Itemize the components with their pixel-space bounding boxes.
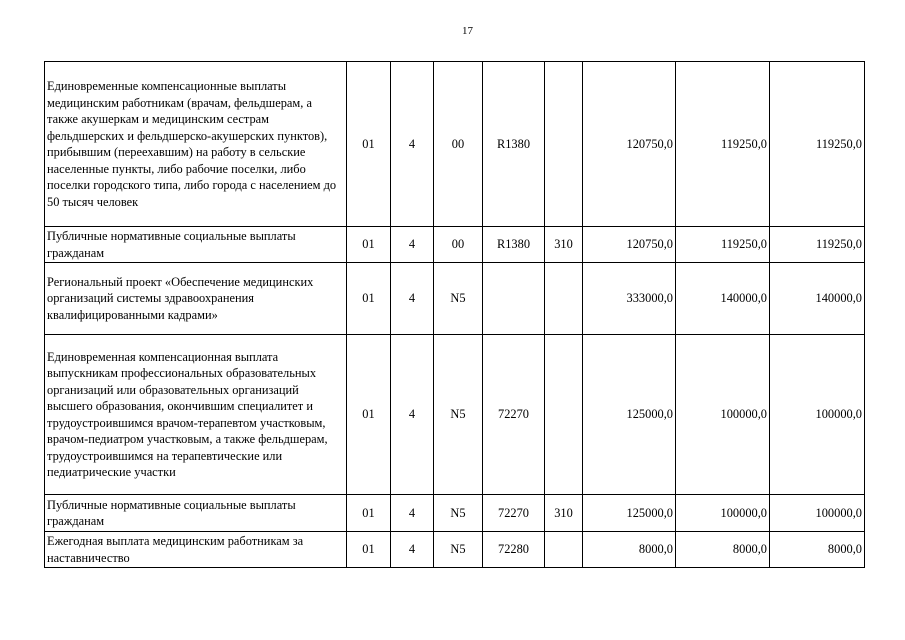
expense-type-code: 310 [545,227,583,263]
subsection-code: 4 [391,335,434,495]
table-row [45,495,865,532]
amount-year3: 100000,0 [770,335,865,495]
row-name: Ежегодная выплата медицинским работникам за наставничество [45,532,347,568]
row-name: Публичные нормативные социальные выплаты гражданам [45,227,347,263]
table-row [45,263,865,335]
section-code: 01 [347,495,391,532]
amount-year1: 120750,0 [583,62,676,227]
subsection-code: 4 [391,532,434,568]
amount-year3: 140000,0 [770,263,865,335]
program-code: N5 [434,495,483,532]
expense-type-code [545,532,583,568]
subsection-code: 4 [391,227,434,263]
item-code: R1380 [483,227,545,263]
table-row [45,335,865,495]
program-code: N5 [434,335,483,495]
expense-type-code: 310 [545,495,583,532]
program-code: 00 [434,62,483,227]
expense-type-code [545,62,583,227]
amount-year1: 333000,0 [583,263,676,335]
amount-year2: 100000,0 [676,495,770,532]
program-code: 00 [434,227,483,263]
row-name: Единовременная компенсационная выплата выпускникам профессиональных образовательных организаций или образовательных организаций высшего образования, окончившим специалитет и трудоустроившимся врачом-терапевтом участковым, врачом-педиатром участковым, а также фельдшерам, трудоустроившимся на терапевтические или педиатрические участки [45,335,347,495]
amount-year3: 119250,0 [770,62,865,227]
subsection-code: 4 [391,62,434,227]
expense-type-code [545,263,583,335]
amount-year1: 125000,0 [583,495,676,532]
subsection-code: 4 [391,263,434,335]
row-name: Региональный проект «Обеспечение медицинских организаций системы здравоохранения квалифицированными кадрами» [45,263,347,335]
amount-year2: 100000,0 [676,335,770,495]
table-row [45,227,865,263]
amount-year2: 119250,0 [676,62,770,227]
item-code [483,263,545,335]
subsection-code: 4 [391,495,434,532]
table-row [45,62,865,227]
page-number: 17 [462,25,473,37]
amount-year2: 8000,0 [676,532,770,568]
budget-table [44,61,865,568]
item-code: 72280 [483,532,545,568]
amount-year1: 8000,0 [583,532,676,568]
item-code: R1380 [483,62,545,227]
amount-year1: 120750,0 [583,227,676,263]
item-code: 72270 [483,495,545,532]
amount-year3: 119250,0 [770,227,865,263]
expense-type-code [545,335,583,495]
table-row [45,532,865,568]
section-code: 01 [347,263,391,335]
amount-year2: 140000,0 [676,263,770,335]
section-code: 01 [347,62,391,227]
program-code: N5 [434,532,483,568]
row-name: Публичные нормативные социальные выплаты гражданам [45,495,347,532]
amount-year2: 119250,0 [676,227,770,263]
section-code: 01 [347,532,391,568]
amount-year3: 100000,0 [770,495,865,532]
item-code: 72270 [483,335,545,495]
section-code: 01 [347,227,391,263]
amount-year3: 8000,0 [770,532,865,568]
section-code: 01 [347,335,391,495]
amount-year1: 125000,0 [583,335,676,495]
program-code: N5 [434,263,483,335]
row-name: Единовременные компенсационные выплаты медицинским работникам (врачам, фельдшерам, а также акушеркам и медицинским сестрам фельдшерских и фельдшерско-акушерских пунктов), прибывшим (переехавшим) на работу в сельские населенные пункты, либо рабочие поселки, либо поселки городского типа, либо города с населением до 50 тысяч человек [45,62,347,227]
